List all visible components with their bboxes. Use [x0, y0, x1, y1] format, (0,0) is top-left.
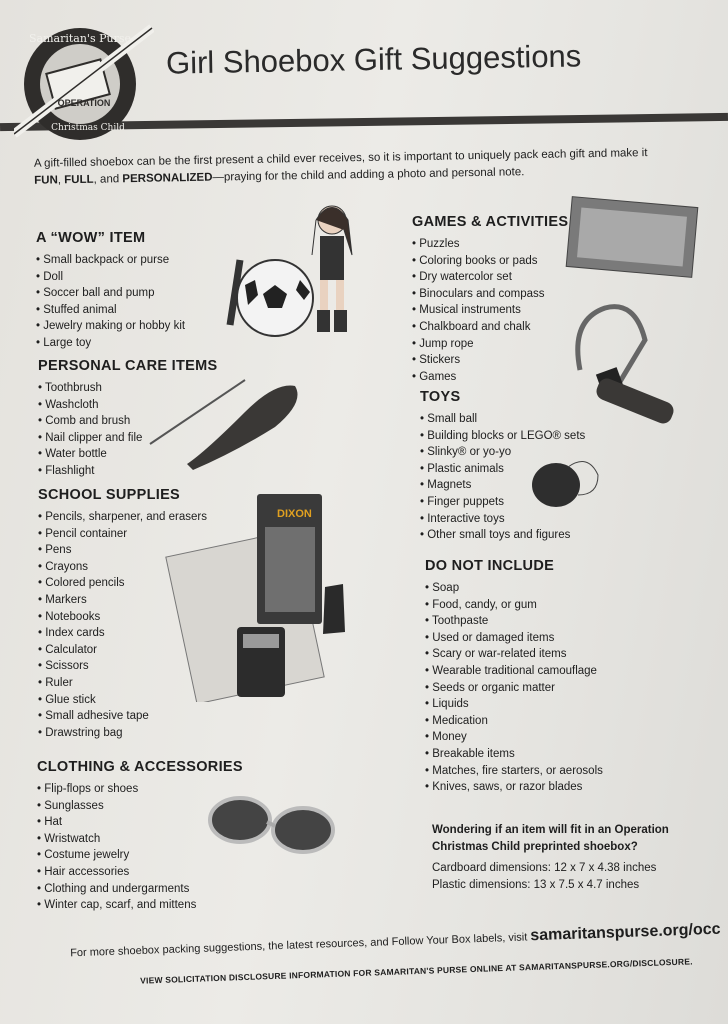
section-heading: GAMES & ACTIVITIES — [412, 214, 569, 230]
list-item: • Binoculars and compass — [412, 286, 568, 303]
list-item: • Musical instruments — [412, 302, 568, 319]
list-item: • Chalkboard and chalk — [412, 319, 568, 336]
section-heading: DO NOT INCLUDE — [425, 558, 555, 574]
svg-text:Samaritan's Purse: Samaritan's Purse — [29, 32, 131, 45]
footer-text: For more shoebox packing suggestions, the latest resources, and Follow Your Box labels, visit samaritanspurse.org/occ — [70, 920, 721, 960]
list-item: • Calculator — [38, 642, 207, 659]
list-item: • Stuffed animal — [36, 302, 185, 319]
list-item: • Stickers — [412, 352, 568, 369]
list-item: • Colored pencils — [38, 575, 207, 592]
list-item: • Hat — [37, 814, 243, 831]
section-heading: PERSONAL CARE ITEMS — [38, 358, 218, 374]
list-item: • Pencils, sharpener, and erasers — [38, 509, 207, 526]
svg-text:Christmas Child: Christmas Child — [51, 123, 125, 133]
yo-yo-image — [528, 455, 608, 510]
list-item: • Costume jewelry — [37, 847, 243, 864]
list-item: • Knives, saws, or razor blades — [425, 779, 603, 796]
section-do-not-include — [425, 558, 603, 796]
list-item: • Hair accessories — [37, 864, 243, 881]
list-item: • Large toy — [36, 335, 185, 352]
puzzle-set-image — [565, 196, 700, 286]
list-item: • Toothbrush — [38, 380, 217, 397]
notebook-pencils-calculator-image — [165, 492, 355, 702]
list-item: • Sunglasses — [37, 798, 243, 815]
list-item: • Money — [425, 729, 603, 746]
list-item: • Coloring books or pads — [412, 253, 568, 270]
list-item: • Puzzles — [412, 236, 568, 253]
list-item: • Flip-flops or shoes — [37, 781, 243, 798]
section-heading: CLOTHING & ACCESSORIES — [37, 759, 243, 775]
list-item: • Wristwatch — [37, 831, 243, 848]
list-item: • Slinky® or yo-yo — [420, 444, 585, 461]
brush-nail-clipper-image — [145, 372, 305, 472]
list-item: • Matches, fire starters, or aerosols — [425, 763, 603, 780]
list-item: • Jewelry making or hobby kit — [36, 318, 185, 335]
list-item: • Other small toys and figures — [420, 527, 585, 544]
list-item: • Notebooks — [38, 609, 207, 626]
list-item: • Index cards — [38, 625, 207, 642]
list-item: • Pencil container — [38, 526, 207, 543]
sunglasses-image — [205, 788, 340, 868]
section-wow-item — [36, 230, 185, 352]
svg-text:OPERATION: OPERATION — [57, 98, 111, 108]
page-title: Girl Shoebox Gift Suggestions — [165, 38, 582, 81]
list-item: • Comb and brush — [38, 413, 217, 430]
list-item: • Finger puppets — [420, 494, 585, 511]
intro-paragraph: A gift-filled shoebox can be the first present a child ever receives, so it is important to uniquely pack each gift and make it FUN, FULL, and PERSONALIZED—praying for the child and adding a photo and personal note. — [33, 147, 648, 187]
list-item: • Interactive toys — [420, 511, 585, 528]
list-item: • Winter cap, scarf, and mittens — [37, 897, 243, 914]
list-item: • Used or damaged items — [425, 630, 603, 647]
plastic-dimensions: Plastic dimensions: 13 x 7.5 x 4.7 inches — [432, 879, 640, 891]
list-item: • Ruler — [38, 675, 207, 692]
website-link[interactable]: samaritanspurse.org/occ — [530, 920, 721, 945]
list-item: • Seeds or organic matter — [425, 680, 603, 697]
svg-text:DIXON: DIXON — [277, 508, 312, 520]
list-item: • Clothing and undergarments — [37, 881, 243, 898]
list-item: • Glue stick — [38, 692, 207, 709]
list-item: • Flashlight — [38, 463, 217, 480]
list-item: • Small adhesive tape — [38, 708, 207, 725]
section-heading: A “WOW” ITEM — [36, 230, 146, 246]
dimensions-question: Wondering if an item will fit in an Operation Christmas Child preprinted shoebox? — [432, 824, 669, 853]
list-item: • Soccer ball and pump — [36, 285, 185, 302]
list-item: • Medication — [425, 713, 603, 730]
list-item: • Small ball — [420, 411, 585, 428]
list-item: • Jump rope — [412, 336, 568, 353]
section-games — [412, 214, 568, 385]
list-item: • Markers — [38, 592, 207, 609]
disclosure-text: VIEW SOLICITATION DISCLOSURE INFORMATION FOR SAMARITAN'S PURSE ONLINE AT SAMARITANSPURSE.ORG/DISCLOSURE. — [139, 956, 693, 986]
list-item: • Liquids — [425, 696, 603, 713]
list-item: • Crayons — [38, 559, 207, 576]
list-item: • Soap — [425, 580, 603, 597]
list-item: • Washcloth — [38, 397, 217, 414]
list-item: • Magnets — [420, 477, 585, 494]
list-item: • Pens — [38, 542, 207, 559]
section-heading: TOYS — [420, 389, 461, 405]
list-item: • Wearable traditional camouflage — [425, 663, 603, 680]
list-item: • Water bottle — [38, 446, 217, 463]
list-item: • Toothpaste — [425, 613, 603, 630]
samaritans-purse-logo — [14, 22, 154, 142]
shoebox-dimensions — [432, 822, 712, 894]
list-item: • Small backpack or purse — [36, 252, 185, 269]
soccer-ball-doll-image — [220, 200, 370, 340]
list-item: • Doll — [36, 269, 185, 286]
list-item: • Plastic animals — [420, 461, 585, 478]
list-item: • Nail clipper and file — [38, 430, 217, 447]
list-item: • Games — [412, 369, 568, 386]
list-item: • Food, candy, or gum — [425, 597, 603, 614]
section-heading: SCHOOL SUPPLIES — [38, 487, 181, 503]
list-item: • Breakable items — [425, 746, 603, 763]
list-item: • Drawstring bag — [38, 725, 207, 742]
list-item: • Scary or war-related items — [425, 646, 603, 663]
list-item: • Scissors — [38, 658, 207, 675]
list-item: • Building blocks or LEGO® sets — [420, 428, 585, 445]
cardboard-dimensions: Cardboard dimensions: 12 x 7 x 4.38 inches — [432, 862, 657, 874]
list-item: • Dry watercolor set — [412, 269, 568, 286]
jump-rope-image — [565, 300, 685, 440]
